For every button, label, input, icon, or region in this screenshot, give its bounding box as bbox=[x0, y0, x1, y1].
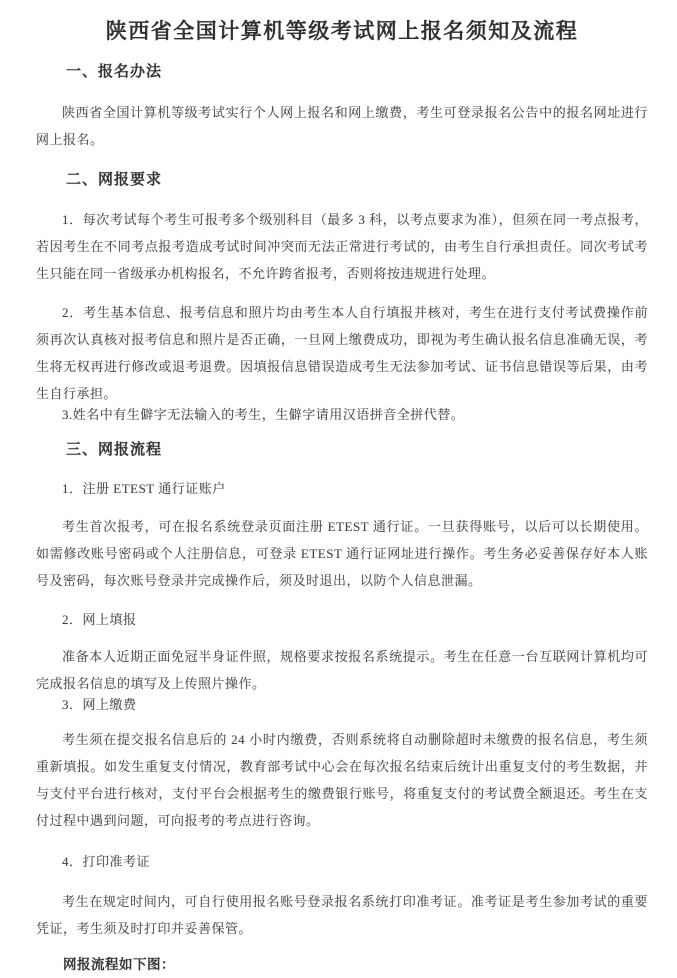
requirement-item-1: 1．每次考试每个考生可报考多个级别科目（最多 3 科，以考点要求为准），但须在同一考点报考，若因考生在不同考点报考造成考试时间冲突而无法正常进行考试的，由考生自行承担责任。同次考试考生只能在同一省级承办机构报名，不允许跨省报考，否则将按违规进行处理。 bbox=[36, 212, 648, 281]
process-step-4-label: 4．打印准考证 bbox=[62, 854, 151, 869]
section-heading-online-requirements: 二、网报要求 bbox=[66, 172, 163, 188]
process-step-3-label: 3．网上缴费 bbox=[62, 697, 137, 712]
section-heading-registration-method: 一、报名办法 bbox=[66, 64, 163, 80]
process-step-1-label: 1．注册 ETEST 通行证账户 bbox=[62, 481, 226, 496]
document-page bbox=[0, 16, 677, 972]
process-step-1-body: 考生首次报考，可在报名系统登录页面注册 ETEST 通行证。一旦获得账号，以后可以长期使用。如需修改账号密码或个人注册信息，可登录 ETEST 通行证网址进行操作。考生务必妥善保存好本人账号及密码，每次账号登录并完成操作后，须及时退出，以防个人信息泄漏。 bbox=[36, 519, 648, 588]
flowchart-intro-line: 网报流程如下图： bbox=[63, 957, 175, 972]
requirement-item-2: 2．考生基本信息、报考信息和照片均由考生本人自行填报并核对，考生在进行支付考试费操作前须再次认真核对报考信息和照片是否正确，一旦网上缴费成功，即视为考生确认报名信息准确无误，考生将无权再进行修改或退考退费。因填报信息错误造成考生无法参加考试、证书信息错误等后果，由考生自行承担。 bbox=[36, 305, 648, 401]
requirement-item-3: 3.姓名中有生僻字无法输入的考生，生僻字请用汉语拼音全拼代替。 bbox=[62, 407, 465, 422]
document-title: 陕西省全国计算机等级考试网上报名须知及流程 bbox=[105, 19, 579, 43]
process-step-2-label: 2．网上填报 bbox=[62, 612, 137, 627]
process-step-3-body: 考生须在提交报名信息后的 24 小时内缴费，否则系统将自动删除超时未缴费的报名信息，考生须重新填报。如发生重复支付情况，教育部考试中心会在每次报名结束后统计出重复支付的考生数据，并与支付平台进行核对，支付平台会根据考生的缴费银行账号，将重复支付的考试费全额退还。考生在支付过程中遇到问题，可向报考的考点进行咨询。 bbox=[36, 732, 648, 828]
section-heading-online-process: 三、网报流程 bbox=[66, 442, 163, 458]
registration-method-paragraph: 陕西省全国计算机等级考试实行个人网上报名和网上缴费，考生可登录报名公告中的报名网址进行网上报名。 bbox=[36, 105, 648, 147]
process-step-4-body: 考生在规定时间内，可自行使用报名账号登录报名系统打印准考证。准考证是考生参加考试的重要凭证，考生须及时打印并妥善保管。 bbox=[36, 894, 648, 936]
process-step-2-body: 准备本人近期正面免冠半身证件照，规格要求按报名系统提示。考生在任意一台互联网计算机均可完成报名信息的填写及上传照片操作。 bbox=[36, 649, 648, 691]
